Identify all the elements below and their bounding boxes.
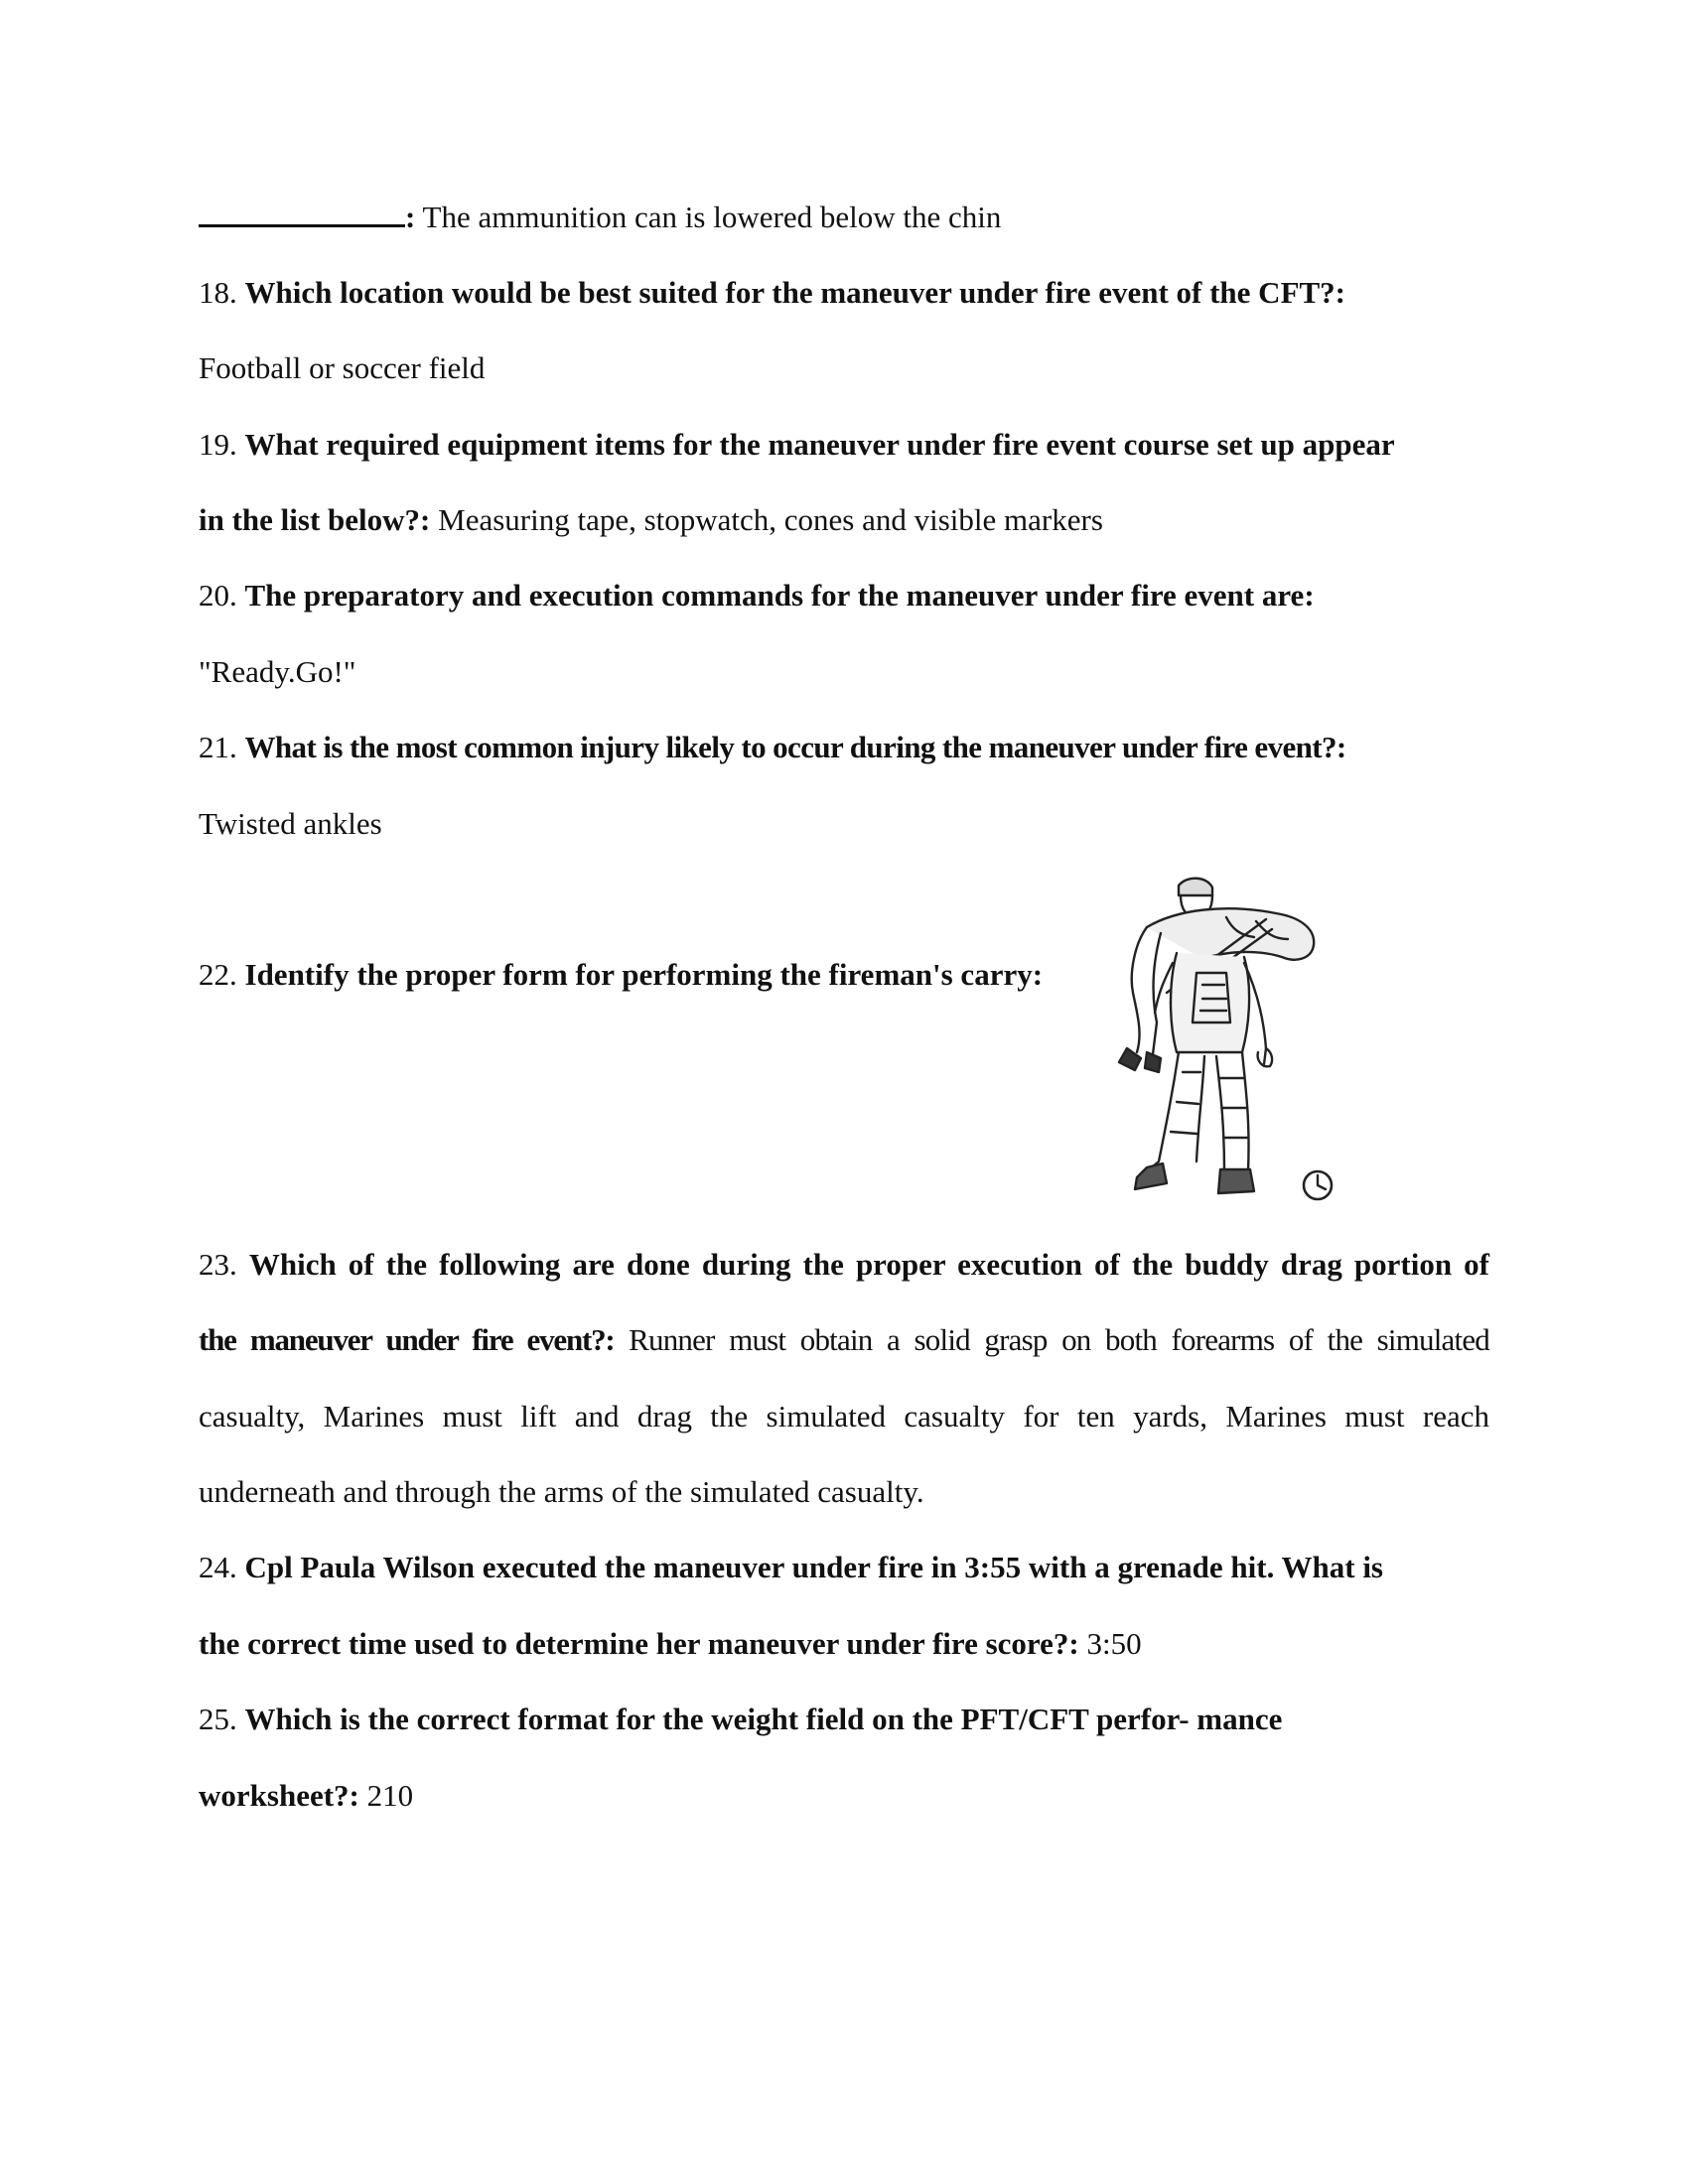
- q25-question-part1: Which is the correct format for the weight field on the PFT/CFT perfor- mance: [244, 1702, 1283, 1736]
- q20-question: The preparatory and execution commands for the maneuver under fire event are:: [244, 578, 1315, 613]
- q25-question-part2: worksheet?:: [199, 1778, 359, 1813]
- q23-number: 23.: [199, 1247, 237, 1282]
- q17-answer-line: [199, 197, 1489, 237]
- q22-number: 22.: [199, 957, 237, 992]
- q24-question-line-2: [199, 1624, 1489, 1664]
- q18-question: Which location would be best suited for the maneuver under fire event of the CFT?:: [244, 275, 1346, 310]
- q23-answer-part3: underneath and through the arms of the simulated casualty.: [199, 1474, 924, 1509]
- q23-answer-part2: casualty, Marines must lift and drag the simulated casualty for ten yards, Marines must reach: [199, 1399, 1489, 1433]
- q25-answer: 210: [358, 1778, 414, 1813]
- q24-question-line-1: [199, 1548, 1489, 1587]
- q24-number: 24.: [199, 1550, 237, 1584]
- q25-question-line-2: [199, 1776, 1489, 1816]
- q18-answer: Football or soccer field: [199, 350, 486, 385]
- answer-blank: [199, 197, 405, 227]
- q23-question-part2: the maneuver under fire event?:: [199, 1322, 615, 1357]
- q24-question-part2: the correct time used to determine her maneuver under fire score?:: [199, 1626, 1079, 1661]
- q25-question-line-1: [199, 1700, 1489, 1739]
- q19-answer: Measuring tape, stopwatch, cones and visible markers: [430, 502, 1103, 537]
- q24-answer: 3:50: [1078, 1626, 1142, 1661]
- q23-answer-line-3: [199, 1472, 1489, 1512]
- q17-answer: The ammunition can is lowered below the chin: [415, 200, 1002, 234]
- q18-question-line: [199, 273, 1489, 313]
- q21-answer-line: [199, 804, 1489, 844]
- q23-question-part1: Which of the following are done during the proper execution of the buddy drag portion of: [248, 1247, 1489, 1282]
- q21-number: 21.: [199, 730, 237, 764]
- q17-colon: :: [405, 200, 416, 234]
- q18-answer-line: [199, 348, 1489, 388]
- q21-answer: Twisted ankles: [199, 806, 382, 841]
- q20-number: 20.: [199, 578, 237, 613]
- q22-question: Identify the proper form for performing the fireman's carry:: [244, 957, 1044, 992]
- q19-question-part2: in the list below?:: [199, 502, 431, 537]
- q19-question-line-1: [199, 425, 1489, 465]
- q20-answer: "Ready.Go!": [199, 654, 356, 689]
- q18-number: 18.: [199, 275, 237, 310]
- q25-number: 25.: [199, 1702, 237, 1736]
- q23-answer-line-2: [199, 1397, 1489, 1436]
- q19-number: 19.: [199, 427, 237, 462]
- q21-question: What is the most common injury likely to occur during the maneuver under fire event?:: [244, 730, 1346, 764]
- q23-answer-part1: Runner must obtain a solid grasp on both forearms of the simulated: [614, 1322, 1489, 1357]
- q23-question-line-2: [199, 1320, 1489, 1360]
- q21-question-line: [199, 728, 1489, 767]
- q19-question-line-2: [199, 500, 1489, 540]
- q22-question-line: [199, 955, 1092, 995]
- q20-question-line: [199, 576, 1489, 615]
- q20-answer-line: [199, 652, 1489, 692]
- q24-question-part1: Cpl Paula Wilson executed the maneuver under fire in 3:55 with a grenade hit. What is: [244, 1550, 1384, 1584]
- q23-question-line-1: [199, 1245, 1489, 1285]
- firemans-carry-illustration: [1107, 874, 1336, 1216]
- q19-question-part1: What required equipment items for the maneuver under fire event course set up appear: [244, 427, 1395, 462]
